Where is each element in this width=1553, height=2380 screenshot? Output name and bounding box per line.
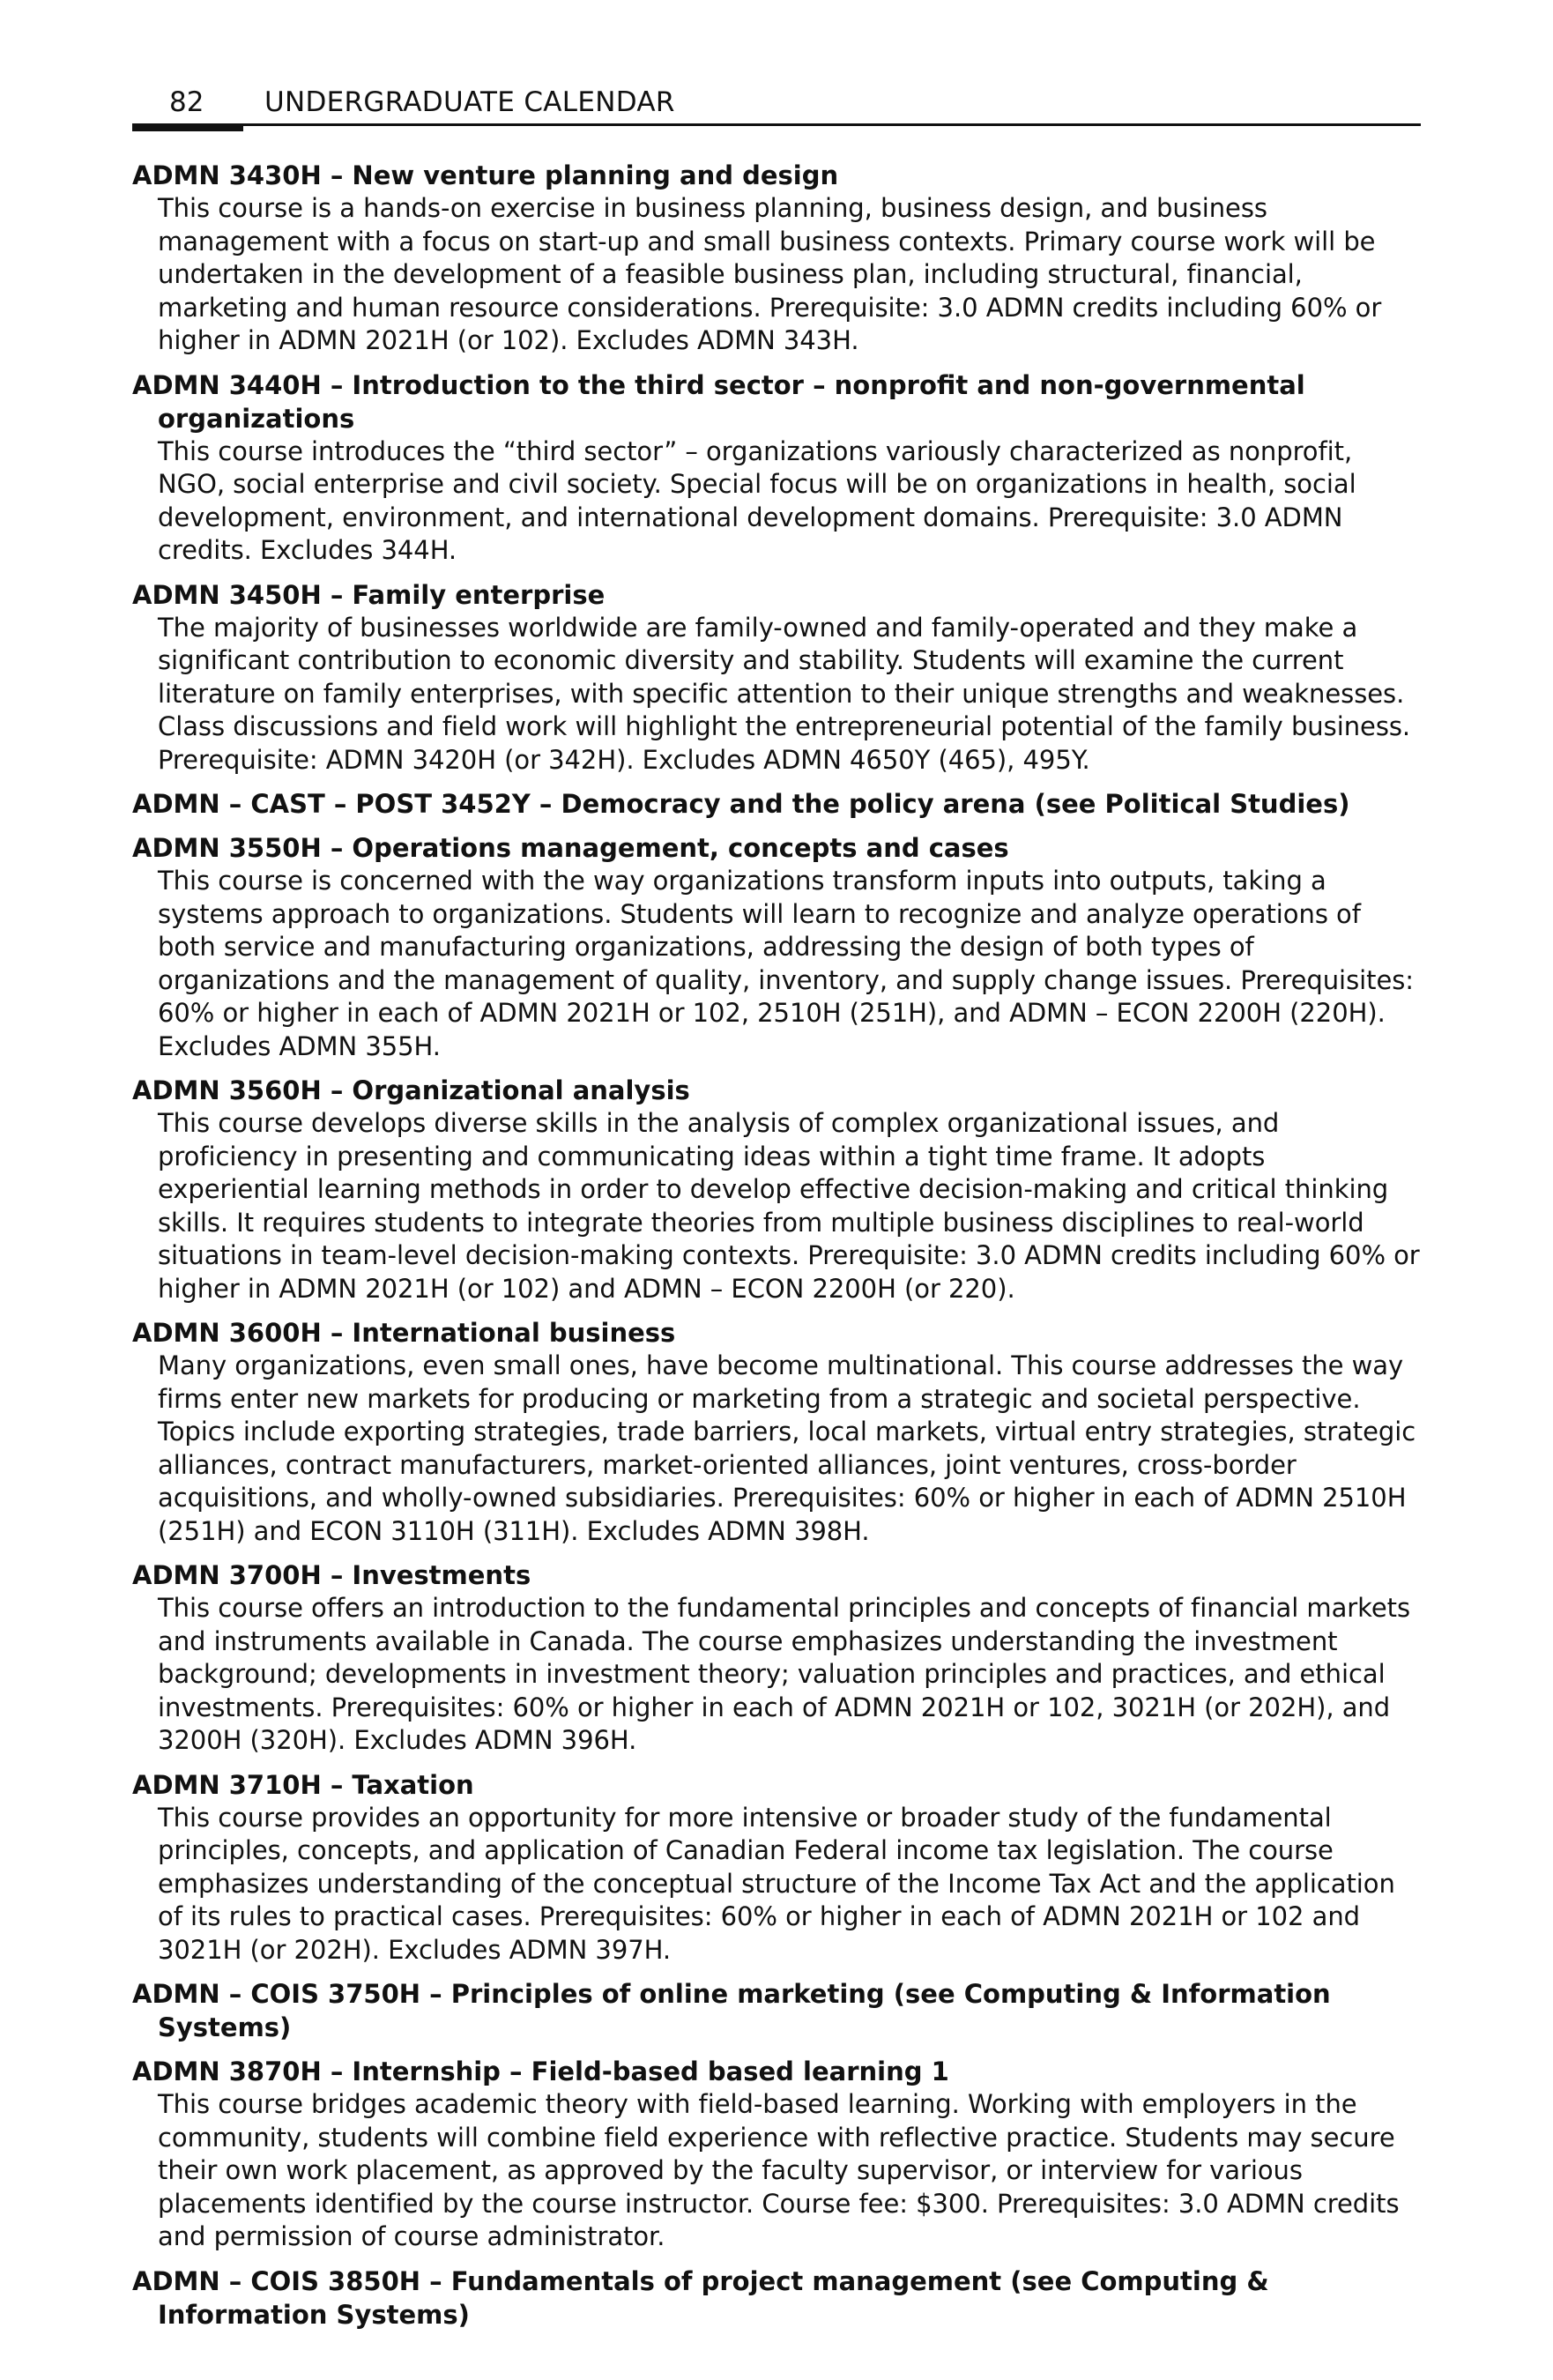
course-title: ADMN 3440H – Introduction to the third sector – nonprofit and non-governmental organizations <box>132 369 1305 434</box>
course-title: ADMN 3560H – Organizational analysis <box>132 1075 690 1105</box>
page-header <box>132 76 1421 132</box>
course-entry-admn-3550h <box>132 831 1421 1063</box>
course-title: ADMN 3550H – Operations management, concepts and cases <box>132 833 1009 863</box>
course-description: This course provides an opportunity for more intensive or broader study of the fundamental principles, concepts, and application of Canadian Federal income tax legislation. The course emphasizes understanding of the conceptual structure of the Income Tax Act and the application of its rules to practical cases. Prerequisites: 60% or higher in each of ADMN 2021H or 102 and 3021H (or 202H). Excludes ADMN 397H. <box>158 1802 1395 1965</box>
course-entry-admn-cois-3750h <box>132 1977 1421 2044</box>
course-entry-admn-cois-3850h <box>132 2265 1421 2332</box>
course-title: ADMN 3430H – New venture planning and design <box>132 160 839 190</box>
running-head: UNDERGRADUATE CALENDAR <box>264 86 675 118</box>
course-entry-admn-3710h <box>132 1768 1421 1967</box>
course-title: ADMN – CAST – POST 3452Y – Democracy and the policy arena (see Political Studies) <box>132 789 1350 819</box>
course-entry-admn-3440h <box>132 368 1421 568</box>
course-description: This course introduces the “third sector” – organizations variously characterized as nonprofit, NGO, social enterprise and civil society. Special focus will be on organizations in health, social development, environment, and international development domains. Prerequisite: 3.0 ADMN credits. Excludes 344H. <box>158 435 1356 565</box>
course-list <box>132 159 1421 2342</box>
course-entry-admn-3870h <box>132 2055 1421 2254</box>
course-title: ADMN 3600H – International business <box>132 1318 676 1348</box>
course-entry-admn-3560h <box>132 1074 1421 1305</box>
course-title: ADMN 3710H – Taxation <box>132 1769 474 1800</box>
course-title: ADMN – COIS 3850H – Fundamentals of project management (see Computing & Information Systems) <box>132 2265 1269 2330</box>
course-description: This course develops diverse skills in the analysis of complex organizational issues, and proficiency in presenting and communicating ideas within a tight time frame. It adopts experiential learning methods in order to develop effective decision-making and critical thinking skills. It requires students to integrate theories from multiple business disciplines to real-world situations in team-level decision-making contexts. Prerequisite: 3.0 ADMN credits including 60% or higher in ADMN 2021H (or 102) and ADMN – ECON 2200H (or 220). <box>158 1108 1420 1304</box>
course-entry-admn-cast-post-3452y <box>132 787 1421 821</box>
course-entry-admn-3700h <box>132 1558 1421 1758</box>
page-number: 82 <box>169 86 204 118</box>
course-title: ADMN 3700H – Investments <box>132 1560 531 1590</box>
course-description: This course is a hands-on exercise in business planning, business design, and business management with a focus on start-up and small business contexts. Primary course work will be undertaken in the development of a feasible business plan, including structural, financial, marketing and human resource considerations. Prerequisite: 3.0 ADMN credits including 60% or higher in ADMN 2021H (or 102). Excludes ADMN 343H. <box>158 193 1382 355</box>
course-title: ADMN – COIS 3750H – Principles of online marketing (see Computing & Information Systems) <box>132 1979 1331 2042</box>
course-entry-admn-3600h <box>132 1316 1421 1548</box>
header-tab-bar <box>132 123 243 131</box>
course-description: The majority of businesses worldwide are family-owned and family-operated and they make a significant contribution to economic diversity and stability. Students will examine the current literature on family enterprises, with specific attention to their unique strengths and weaknesses. Class discussions and field work will highlight the entrepreneurial potential of the family business. Prerequisite: ADMN 3420H (or 342H). Excludes ADMN 4650Y (465), 495Y. <box>158 612 1411 775</box>
course-description: This course bridges academic theory with field-based learning. Working with employers in the community, students will combine field experience with reflective practice. Students may secure their own work placement, as approved by the faculty supervisor, or interview for various placements identified by the course instructor. Course fee: $300. Prerequisites: 3.0 ADMN credits and permission of course administrator. <box>158 2089 1400 2251</box>
course-title: ADMN 3450H – Family enterprise <box>132 579 606 610</box>
course-entry-admn-3450h <box>132 578 1421 777</box>
course-description: Many organizations, even small ones, have become multinational. This course addresses the way firms enter new markets for producing or marketing from a strategic and societal perspective. Topics include exporting strategies, trade barriers, local markets, virtual entry strategies, strategic alliances, contract manufacturers, market-oriented alliances, joint ventures, cross-border acquisitions, and wholly-owned subsidiaries. Prerequisites: 60% or higher in each of ADMN 2510H (251H) and ECON 3110H (311H). Excludes ADMN 398H. <box>158 1350 1416 1546</box>
header-rule <box>132 123 1421 126</box>
course-description: This course offers an introduction to the fundamental principles and concepts of financial markets and instruments available in Canada. The course emphasizes understanding the investment background; developments in investment theory; valuation principles and practices, and ethical investments. Prerequisites: 60% or higher in each of ADMN 2021H or 102, 3021H (or 202H), and 3200H (320H). Excludes ADMN 396H. <box>158 1593 1411 1755</box>
course-entry-admn-3430h <box>132 159 1421 358</box>
course-description: This course is concerned with the way organizations transform inputs into outputs, taking a systems approach to organizations. Students will learn to recognize and analyze operations of both service and manufacturing organizations, addressing the design of both types of organizations and the management of quality, inventory, and supply change issues. Prerequisites: 60% or higher in each of ADMN 2021H or 102, 2510H (251H), and ADMN – ECON 2200H (220H). Excludes ADMN 355H. <box>158 866 1415 1061</box>
course-title: ADMN 3870H – Internship – Field-based based learning 1 <box>132 2056 949 2086</box>
